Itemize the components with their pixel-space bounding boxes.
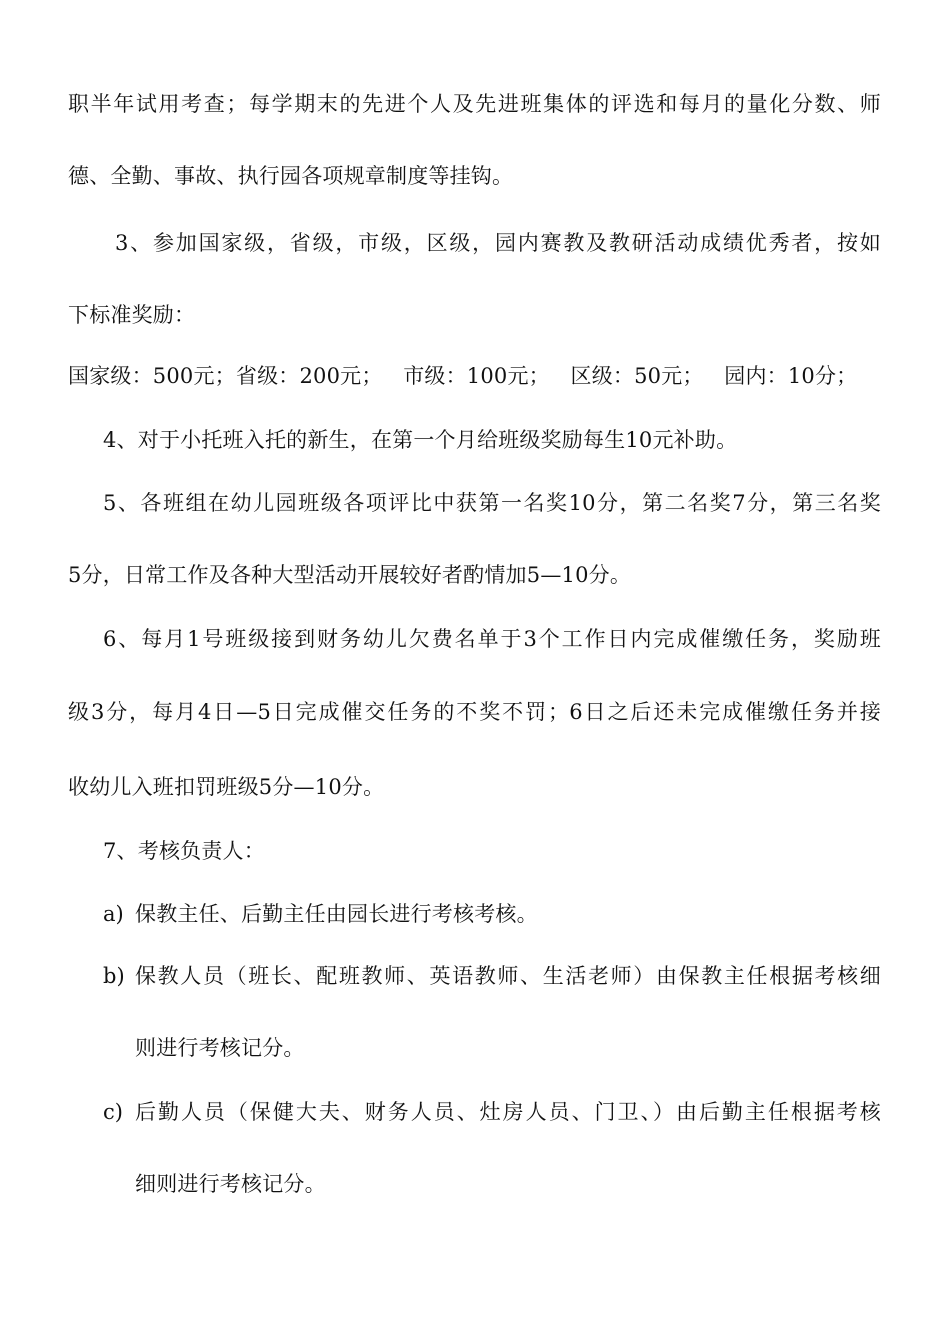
list-marker-c: c) — [103, 1100, 123, 1124]
paragraph-line: 3、参加国家级，省级，市级，区级，园内赛教及教研活动成绩优秀者，按如 — [115, 231, 881, 255]
list-item-c-line2: 细则进行考核记分。 — [135, 1172, 326, 1196]
paragraph-line: 下标准奖励： — [68, 303, 196, 327]
list-marker-b: b) — [103, 964, 125, 988]
list-item-b-line1: 保教人员（班长、配班教师、英语教师、生活老师）由保教主任根据考核细 — [135, 964, 881, 988]
paragraph-line: 职半年试用考查；每学期末的先进个人及先进班集体的评选和每月的量化分数、师 — [68, 92, 881, 116]
reward-standard-line: 国家级：500元；省级：200元； 市级：100元； 区级：50元； 园内：10分； — [68, 364, 858, 388]
paragraph-line: 5、各班组在幼儿园班级各项评比中获第一名奖10分，第二名奖7分，第三名奖 — [103, 491, 881, 515]
paragraph-line: 收幼儿入班扣罚班级5分—10分。 — [68, 775, 385, 799]
list-item-a: 保教主任、后勤主任由园长进行考核考核。 — [135, 902, 538, 926]
paragraph-line: 德、全勤、事故、执行园各项规章制度等挂钩。 — [68, 164, 514, 188]
list-marker-a: a) — [103, 902, 124, 926]
paragraph-line: 5分，日常工作及各种大型活动开展较好者酌情加5—10分。 — [68, 563, 632, 587]
paragraph-line: 级3分，每月4日—5日完成催交任务的不奖不罚；6日之后还未完成催缴任务并接 — [68, 700, 881, 724]
paragraph-line: 4、对于小托班入托的新生，在第一个月给班级奖励每生10元补助。 — [103, 428, 738, 452]
paragraph-line: 6、每月1号班级接到财务幼儿欠费名单于3个工作日内完成催缴任务，奖励班 — [103, 627, 881, 651]
list-item-b-line2: 则进行考核记分。 — [135, 1036, 305, 1060]
section-heading: 7、考核负责人： — [103, 839, 265, 863]
list-item-c-line1: 后勤人员（保健大夫、财务人员、灶房人员、门卫、）由后勤主任根据考核 — [135, 1100, 881, 1124]
